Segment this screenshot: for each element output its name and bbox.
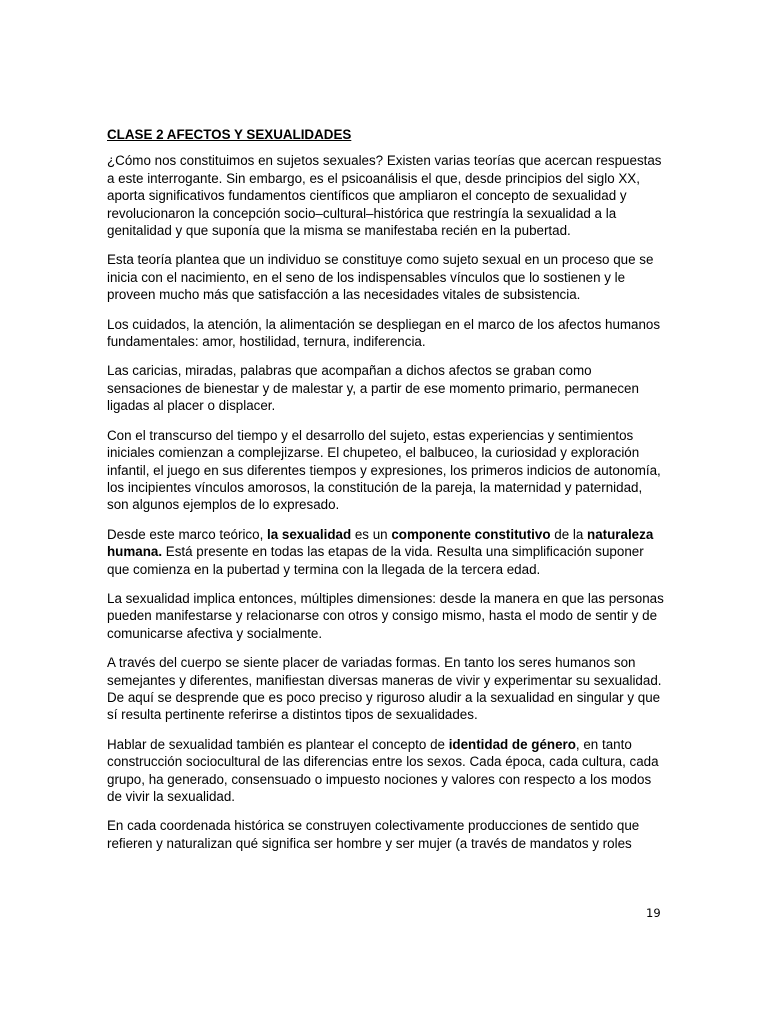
document-body — [107, 126, 667, 864]
bold-text: naturaleza humana. — [107, 526, 654, 560]
paragraph-list — [107, 152, 667, 852]
paragraph-text: de la — [550, 526, 588, 542]
paragraph-text: Los cuidados, la atención, la alimentación se despliegan en el marco de los afectos humanos fundamentales: amor, hostilidad, ternura, indiferencia. — [107, 316, 661, 350]
paragraph — [107, 251, 667, 303]
bold-text: la sexualidad — [267, 526, 352, 542]
page-number: 19 — [646, 906, 661, 920]
paragraph — [107, 590, 667, 642]
paragraph — [107, 152, 667, 239]
paragraph-text: En cada coordenada histórica se construyen colectivamente producciones de sentido que refieren y naturalizan qué significa ser hombre y ser mujer (a través de mandatos y roles — [107, 818, 640, 851]
bold-text: identidad de género — [448, 736, 576, 752]
paragraph-text: es un — [351, 526, 392, 542]
paragraph — [107, 427, 667, 514]
document-title: CLASE 2 AFECTOS Y SEXUALIDADES — [107, 127, 352, 142]
paragraph — [107, 526, 667, 578]
paragraph — [107, 654, 667, 724]
paragraph-text: Con el transcurso del tiempo y el desarrollo del sujeto, estas experiencias y sentimientos iniciales comienzan a complejizarse. El chupeteo, el balbuceo, la curiosidad y exploración infantil, el juego en sus diferentes tiempos y expresiones, los primeros indicios de autonomía, los incipientes vínculos amorosos, la constitución de la pareja, la maternidad y paternidad, son algunos ejemplos de lo expresado. — [107, 427, 661, 513]
paragraph-text: La sexualidad implica entonces, múltiples dimensiones: desde la manera en que las personas pueden manifestarse y relacionarse con otros y consigo mismo, hasta el modo de sentir y de comunicarse afectiva y socialmente. — [107, 590, 664, 641]
paragraph-text: Hablar de sexualidad también es plantear el concepto de — [107, 736, 449, 752]
paragraph-text: Las caricias, miradas, palabras que acompañan a dichos afectos se graban como sensaciones de bienestar y de malestar y, a partir de ese momento primario, permanecen ligadas al placer o displacer. — [107, 363, 639, 414]
paragraph — [107, 817, 667, 852]
paragraph-text: A través del cuerpo se siente placer de variadas formas. En tanto los seres humanos son semejantes y diferentes, manifiestan diversas maneras de vivir y experimentar su sexualidad. De aquí se desprende que es poco preciso y riguroso aludir a la sexualidad en singular y que sí resulta pertinente referirse a distintos tipos de sexualidades. — [107, 655, 662, 723]
paragraph — [107, 736, 667, 806]
paragraph — [107, 362, 667, 414]
paragraph-text: Esta teoría plantea que un individuo se constituye como sujeto sexual en un proceso que se inicia con el nacimiento, en el seno de los indispensables vínculos que lo sostienen y le proveen mucho más que satisfacción a las necesidades vitales de subsistencia. — [107, 252, 654, 303]
bold-text: componente constitutivo — [391, 526, 551, 542]
paragraph-text: Está presente en todas las etapas de la vida. Resulta una simplificación suponer que comienza en la pubertad y termina con la llegada de la tercera edad. — [107, 544, 644, 577]
paragraph-text: Desde este marco teórico, — [107, 526, 268, 542]
paragraph-text: ¿Cómo nos constituimos en sujetos sexuales? Existen varias teorías que acercan respuestas a este interrogante. Sin embargo, es el psicoanálisis el que, desde principios del siglo XX, aporta significativos fundamentos científicos que ampliaron el concepto de sexualidad y revolucionaron la concepción socio–cultural–histórica que restringía la sexualidad a la genitalidad y que suponía que la misma se manifestaba recién en la pubertad. — [107, 153, 662, 239]
paragraph-text: , en tanto construcción sociocultural de las diferencias entre los sexos. Cada época, cada cultura, cada grupo, ha generado, consensuado o impuesto nociones y valores con respecto a los modos de vivir la sexualidad. — [107, 736, 659, 804]
paragraph — [107, 316, 667, 351]
